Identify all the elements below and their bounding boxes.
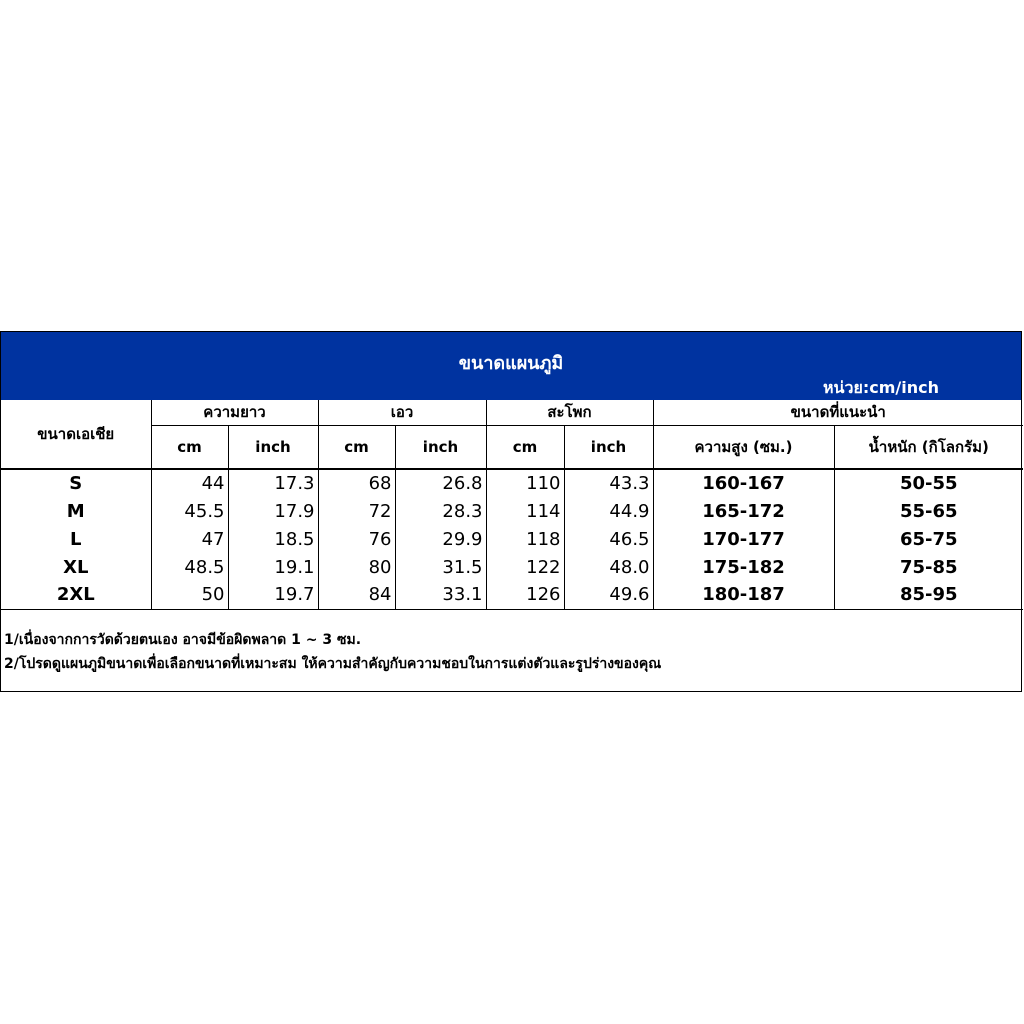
- table-row: [1, 497, 1023, 525]
- chart-title: ขนาดแผนภูมิ: [458, 353, 564, 374]
- unit-label: หน่วย:cm/inch: [823, 378, 939, 397]
- cell-hip-cm: 114: [486, 497, 564, 525]
- cell-size: M: [66, 500, 85, 522]
- cell-hip-inch: 43.3: [564, 469, 653, 497]
- cell-length-inch: 17.3: [228, 469, 318, 497]
- cell-length-cm: 44: [151, 469, 228, 497]
- cell-weight: 85-95: [834, 581, 1023, 609]
- header-waist-cm: cm: [318, 425, 395, 469]
- header-recommended: ขนาดที่แนะนำ: [653, 400, 1023, 425]
- header-waist: เอว: [318, 400, 486, 425]
- cell-size: XL: [63, 556, 89, 578]
- header-height: ความสูง (ซม.): [653, 425, 834, 469]
- cell-waist-inch: 29.9: [395, 525, 486, 553]
- table-row: [1, 553, 1023, 581]
- cell-waist-inch: 33.1: [395, 581, 486, 609]
- size-chart: [0, 331, 1022, 692]
- cell-hip-inch: 44.9: [564, 497, 653, 525]
- cell-waist-inch: 28.3: [395, 497, 486, 525]
- cell-height: 175-182: [653, 553, 834, 581]
- cell-length-cm: 47: [151, 525, 228, 553]
- header-waist-inch: inch: [395, 425, 486, 469]
- cell-size: 2XL: [1, 581, 151, 609]
- header-weight: น้ำหนัก (กิโลกรัม): [834, 425, 1023, 469]
- header-length-cm: cm: [151, 425, 228, 469]
- cell-waist-cm: 76: [318, 525, 395, 553]
- header-hip: สะโพก: [486, 400, 653, 425]
- header-asia-size: ขนาดเอเชีย: [1, 400, 151, 469]
- cell-waist-inch: 31.5: [395, 553, 486, 581]
- cell-weight: 55-65: [834, 497, 1023, 525]
- cell-waist-cm: 72: [318, 497, 395, 525]
- cell-length-cm: 48.5: [151, 553, 228, 581]
- title-banner: [1, 332, 1021, 400]
- cell-size: L: [70, 528, 82, 550]
- cell-weight: 50-55: [834, 469, 1023, 497]
- cell-waist-cm: 68: [318, 469, 395, 497]
- cell-length-cm: 45.5: [151, 497, 228, 525]
- cell-hip-cm: 118: [486, 525, 564, 553]
- table-row: [1, 525, 1023, 553]
- header-hip-cm: cm: [486, 425, 564, 469]
- header-length-inch: inch: [228, 425, 318, 469]
- header-length: ความยาว: [151, 400, 318, 425]
- cell-waist-cm: 84: [318, 581, 395, 609]
- table-row: [1, 469, 1023, 497]
- cell-height: 170-177: [653, 525, 834, 553]
- cell-waist-cm: 80: [318, 553, 395, 581]
- cell-hip-inch: 48.0: [564, 553, 653, 581]
- cell-height: 180-187: [653, 581, 834, 609]
- cell-height: 165-172: [653, 497, 834, 525]
- note-2: 2/โปรดดูแผนภูมิขนาดเพื่อเลือกขนาดที่เหมาะสม ให้ความสำคัญกับความชอบในการแต่งตัวและรูปร่างของคุณ: [4, 656, 662, 672]
- cell-length-inch: 19.1: [228, 553, 318, 581]
- note-1: 1/เนื่องจากการวัดด้วยตนเอง อาจมีข้อผิดพลาด 1 ~ 3 ซม.: [4, 632, 362, 648]
- cell-hip-inch: 49.6: [564, 581, 653, 609]
- cell-length-inch: 18.5: [228, 525, 318, 553]
- cell-weight: 75-85: [834, 553, 1023, 581]
- cell-hip-cm: 122: [486, 553, 564, 581]
- cell-length-cm: 50: [151, 581, 228, 609]
- cell-height: 160-167: [653, 469, 834, 497]
- table-row: [1, 581, 1023, 609]
- header-hip-inch: inch: [564, 425, 653, 469]
- cell-hip-cm: 110: [486, 469, 564, 497]
- notes: [4, 628, 661, 676]
- cell-hip-inch: 46.5: [564, 525, 653, 553]
- cell-size: S: [69, 473, 83, 494]
- cell-waist-inch: 26.8: [395, 469, 486, 497]
- cell-weight: 65-75: [834, 525, 1023, 553]
- cell-length-inch: 17.9: [228, 497, 318, 525]
- cell-length-inch: 19.7: [228, 581, 318, 609]
- size-table: [1, 400, 1023, 610]
- cell-hip-cm: 126: [486, 581, 564, 609]
